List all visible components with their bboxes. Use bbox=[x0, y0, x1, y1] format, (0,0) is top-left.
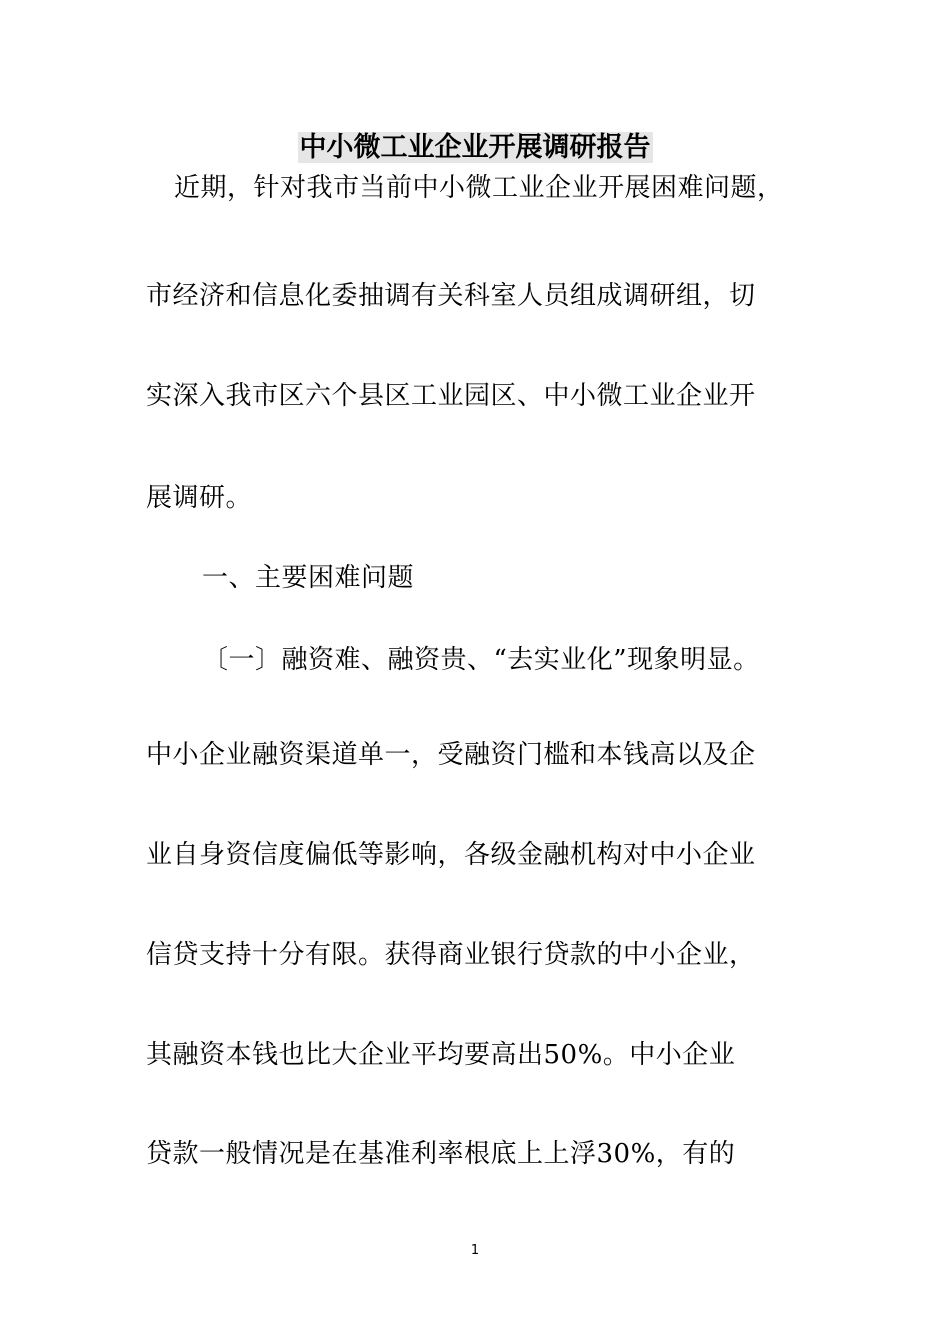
paragraph-line: 贷款一般情况是在基准利率根底上上浮30%，有的 bbox=[146, 1139, 736, 1169]
document-title-text: 中小微工业企业开展调研报告 bbox=[299, 132, 651, 163]
section-heading: 一、主要困难问题 bbox=[202, 563, 415, 593]
paragraph-line: 中小企业融资渠道单一，受融资门槛和本钱高以及企 bbox=[146, 740, 756, 770]
paragraph-line: 实深入我市区六个县区工业园区、中小微工业企业开 bbox=[146, 381, 756, 411]
paragraph-line: 近期，针对我市当前中小微工业企业开展困难问题， bbox=[174, 173, 784, 203]
paragraph-line: 市经济和信息化委抽调有关科室人员组成调研组，切 bbox=[146, 281, 756, 311]
subsection-heading: 〔一〕融资难、融资贵、“去实业化”现象明显。 bbox=[202, 645, 760, 675]
page-number: 1 bbox=[470, 1243, 480, 1258]
paragraph-line: 展调研。 bbox=[146, 483, 253, 513]
paragraph-line: 业自身资信度偏低等影响，各级金融机构对中小企业 bbox=[146, 840, 756, 870]
paragraph-line: 信贷支持十分有限。获得商业银行贷款的中小企业， bbox=[146, 940, 756, 970]
paragraph-line: 其融资本钱也比大企业平均要高出50%。中小企业 bbox=[146, 1040, 736, 1070]
document-title bbox=[0, 128, 950, 168]
